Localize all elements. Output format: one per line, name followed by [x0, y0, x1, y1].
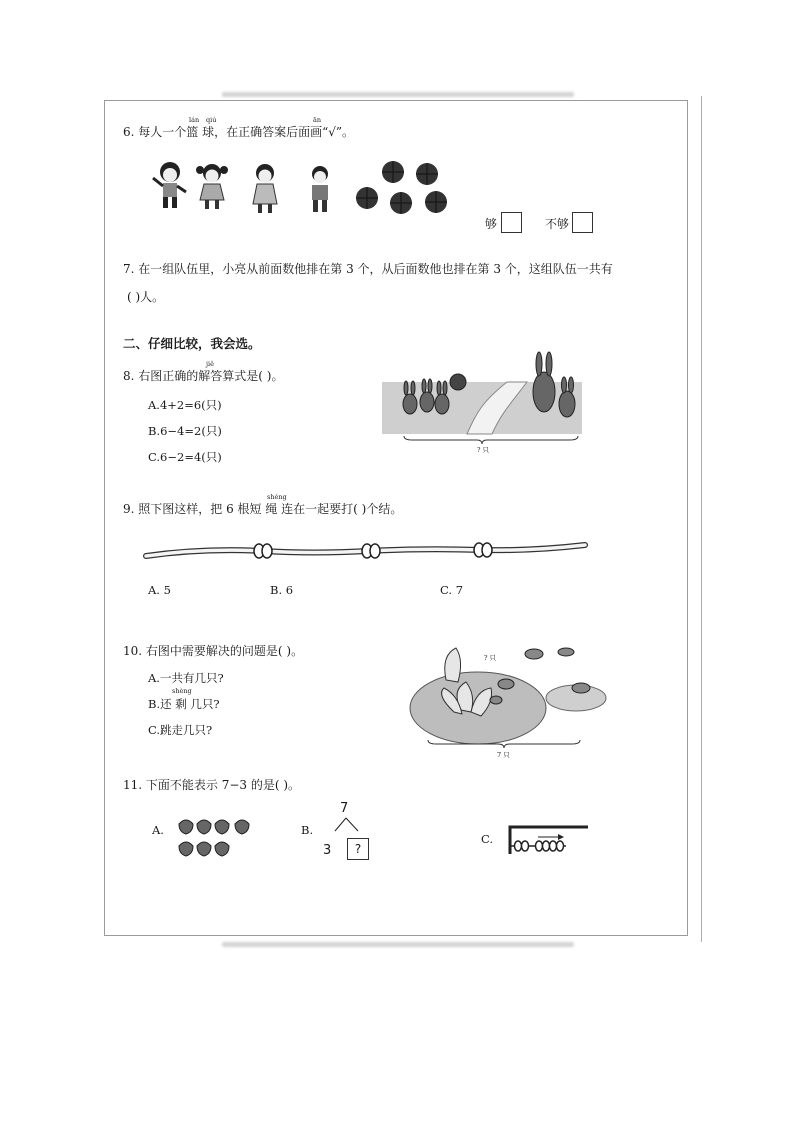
question-11: 11. 下面不能表示 7−3 的是( )。 — [123, 778, 301, 792]
number-bond-right-box — [347, 838, 369, 860]
pinyin-sheng-q10: shèng — [172, 687, 192, 695]
question-7-line1: 7. 在一组队伍里，小亮从前面数他排在第 3 个，从后面数他也排在第 3 个，这组队伍一共有 — [123, 262, 613, 276]
q8-option-c[interactable]: C.6−2=4(只) — [148, 450, 222, 464]
question-9: 9. 照下图这样，把 6 根短 绳 连在一起要打( )个结。 — [123, 502, 403, 516]
pinyin-qiu: qiú — [206, 116, 217, 124]
answer-box-not-enough[interactable] — [572, 212, 593, 233]
number-bond-left: 3 — [323, 843, 332, 858]
number-bond-right: ? — [354, 842, 362, 856]
header-blurred-text — [222, 92, 574, 97]
q10-option-c[interactable]: C.跳走几只? — [148, 723, 213, 737]
pinyin-lan: lán — [189, 116, 200, 124]
q10-figure-label: 7 只 — [497, 751, 510, 759]
number-bond-top: 7 — [340, 801, 349, 816]
pinyin-jie: jiě — [206, 360, 214, 368]
q10-option-a[interactable]: A.一共有几只? — [148, 671, 224, 685]
q8-option-b[interactable]: B.6−4=2(只) — [148, 424, 222, 438]
q10-figure-top-label: ? 只 — [484, 654, 497, 662]
q11-option-c-label[interactable]: C. — [481, 832, 494, 846]
pinyin-sheng-q9: shéng — [267, 493, 287, 501]
pinyin-hua: ān — [313, 116, 322, 124]
margin-line — [701, 96, 702, 942]
rope-with-knots — [143, 538, 589, 568]
section-2-title: 二、仔细比较，我会选。 — [123, 336, 261, 351]
option-not-enough-label: 不够 — [545, 217, 570, 231]
children-illustration — [150, 160, 340, 220]
question-10: 10. 右图中需要解决的问题是( )。 — [123, 644, 304, 658]
q10-option-b[interactable]: B.还 剩 几只? — [148, 697, 220, 711]
page-frame — [104, 100, 688, 936]
question-6: 6. 每人一个篮 球，在正确答案后面画“√”。 — [123, 125, 354, 139]
question-8: 8. 右图正确的解答算式是( )。 — [123, 369, 284, 383]
abacus-illustration — [508, 824, 590, 856]
q9-option-c[interactable]: C. 7 — [440, 583, 464, 597]
acorns-illustration — [176, 816, 256, 856]
q11-option-b-label[interactable]: B. — [301, 823, 314, 837]
q9-option-a[interactable]: A. 5 — [148, 583, 171, 597]
number-bond-lines — [332, 817, 362, 833]
rabbits-illustration — [382, 352, 582, 452]
question-7-line2: ( )人。 — [127, 290, 165, 304]
basketballs-illustration — [352, 160, 452, 220]
q9-option-b[interactable]: B. 6 — [270, 583, 294, 597]
q8-figure-label: ? 只 — [477, 446, 490, 454]
frogs-lotus-illustration — [406, 640, 606, 764]
footer-blurred-text — [222, 942, 574, 947]
q11-option-a-label[interactable]: A. — [152, 823, 164, 837]
q8-option-a[interactable]: A.4+2=6(只) — [148, 398, 222, 412]
answer-box-enough[interactable] — [501, 212, 522, 233]
option-enough-label: 够 — [485, 217, 498, 231]
